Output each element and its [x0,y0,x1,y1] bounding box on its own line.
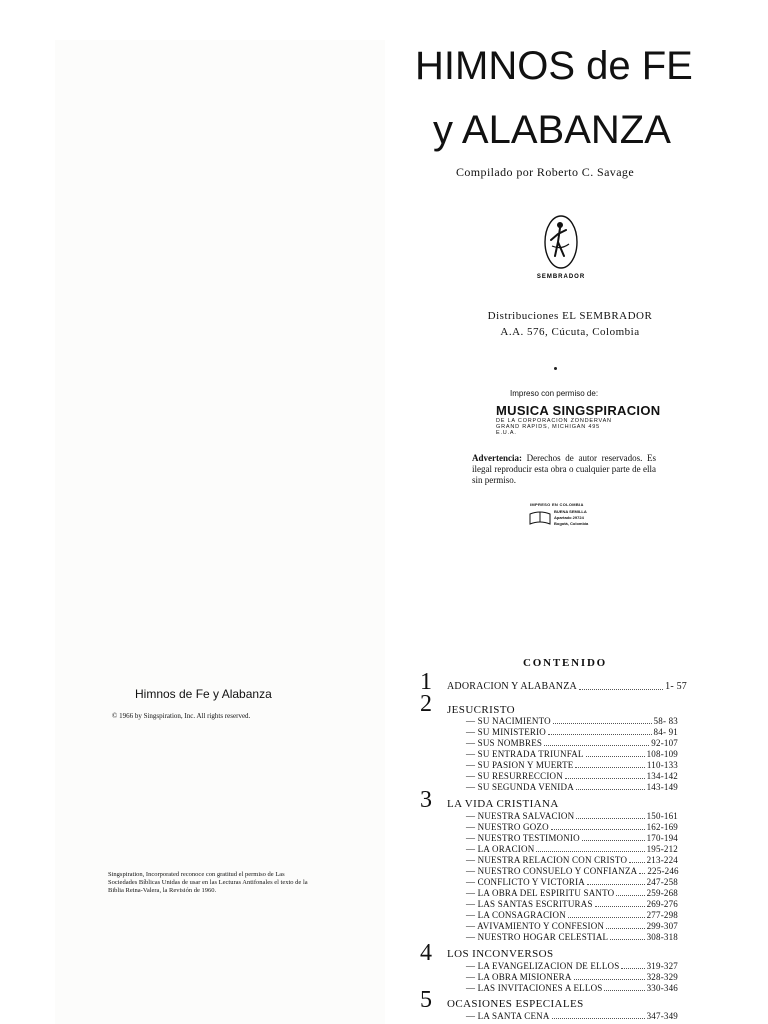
page-range: 170-194 [646,833,678,843]
publisher-address-2: GRAND RAPIDS, MICHIGAN 495 [496,424,600,430]
section-title: OCASIONES ESPECIALES [447,998,584,1010]
leader-dots [586,756,645,757]
page-range: 269-276 [646,899,678,909]
entry-label: — LA OBRA MISIONERA [466,972,572,982]
toc-entry [466,910,678,920]
toc-entry [466,727,678,737]
entry-label: — NUESTRO TESTIMONIO [466,833,580,843]
copyright-warning [472,453,656,486]
leader-dots [621,968,644,969]
entry-label: — NUESTRO CONSUELO Y CONFIANZA [466,866,638,876]
page-range: 247-258 [646,877,678,887]
entry-label: — SU MINISTERIO [466,727,547,737]
entry-label: — LA ORACION [466,844,535,854]
copyright-notice: © 1966 by Singspiration, Inc. All rights reserved. [112,712,251,720]
warning-text: Derechos de autor reservados. Es ilegal reproducir esta obra o cualquier parte de ella sin permiso. [472,453,656,485]
section-title: ADORACION Y ALABANZA [447,681,577,692]
entry-label: — LA SANTA CENA [466,1011,550,1021]
printer-logo-icon [528,510,552,526]
leader-dots [595,906,645,907]
toc-entry [447,682,687,692]
toc-entry [466,811,678,821]
toc-entry [466,749,678,759]
leader-dots [606,928,644,929]
entry-label: — SU ENTRADA TRIUNFAL [466,749,584,759]
publisher-name: MUSICA SINGSPIRACION [496,403,661,418]
entry-label: — LA CONSAGRACION [466,910,566,920]
entry-label: — LA EVANGELIZACION DE ELLOS [466,961,620,971]
printer-po-box: Apartado 29724 [554,515,584,520]
entry-label: — NUESTRA RELACION CON CRISTO [466,855,628,865]
toc-entry [466,877,678,887]
page-range: 319-327 [646,961,678,971]
section-title: LA VIDA CRISTIANA [447,798,559,810]
leader-dots [575,767,644,768]
page-range: 92-107 [651,738,678,748]
toc-entry [466,771,678,781]
decorative-dot [554,367,557,370]
toc-entry [466,833,678,843]
left-page-title: Himnos de Fe y Alabanza [135,687,272,701]
leader-dots [568,917,645,918]
page-range: 299-307 [646,921,678,931]
leader-dots [576,818,644,819]
page-range: 330-346 [646,983,678,993]
page-range: 134-142 [646,771,678,781]
printed-in: IMPRESO EN COLOMBIA [530,502,584,507]
warning-label: Advertencia: [472,453,522,463]
entry-label: — CONFLICTO Y VICTORIA [466,877,585,887]
leader-dots [579,689,663,690]
entry-label: — AVIVAMIENTO Y CONFESION [466,921,605,931]
entry-label: — SU RESURRECCION [466,771,563,781]
leader-dots [604,990,644,991]
toc-entry [466,716,678,726]
section-number: 5 [420,987,432,1013]
leader-dots [639,873,645,874]
leader-dots [582,840,645,841]
toc-entry [466,983,678,993]
toc-entry [466,961,678,971]
distributor-address: A.A. 576, Cúcuta, Colombia [500,326,640,338]
page-range: 162-169 [646,822,678,832]
compiled-by: Compilado por Roberto C. Savage [456,165,635,179]
entry-label: — SU NACIMIENTO [466,716,551,726]
acknowledgement-note: Singspiration, Incorporated reconoce con gratitud el permiso de Las Sociedades Bíblicas Unidas de usar en las Lecturas Antifonales el texto de la Biblia Reina-Valera, la Revisión de 1960. [108,871,308,894]
page-range: 143-149 [646,782,678,792]
page-range: 150-161 [646,811,678,821]
page-range: 308-318 [646,932,678,942]
toc-entry [466,972,678,982]
permission-line: Impreso con permiso de: [510,389,599,398]
section-title: JESUCRISTO [447,704,515,716]
toc-entry [466,899,678,909]
toc-entry [466,738,678,748]
toc-entry [466,888,678,898]
entry-label: — LAS INVITACIONES A ELLOS [466,983,603,993]
printer-city: Bogotá, Colombia [554,521,589,526]
page-range: 84- 91 [653,727,678,737]
leader-dots [553,723,652,724]
leader-dots [629,862,644,863]
entry-label: — NUESTRO GOZO [466,822,549,832]
leader-dots [551,829,645,830]
toc-entry [466,932,678,942]
page-range: 277-298 [646,910,678,920]
entry-label: — SUS NOMBRES [466,738,543,748]
page-range: 1- 57 [665,681,687,692]
leader-dots [587,884,645,885]
section-title: LOS INCONVERSOS [447,948,554,960]
toc-entry [466,1011,678,1021]
page-range: 213-224 [646,855,678,865]
leader-dots [574,979,645,980]
leader-dots [576,789,645,790]
toc-entry [466,782,678,792]
entry-label: — SU SEGUNDA VENIDA [466,782,574,792]
section-number: 1 [420,669,432,695]
leader-dots [610,939,644,940]
toc-entry [466,822,678,832]
leader-dots [552,1018,645,1019]
sembrador-logo [533,212,589,288]
leader-dots [565,778,645,779]
page-range: 328-329 [646,972,678,982]
entry-label: — LA OBRA DEL ESPIRITU SANTO [466,888,615,898]
section-number: 2 [420,691,432,717]
page-range: 108-109 [646,749,678,759]
contents-heading: CONTENIDO [523,657,608,669]
entry-label: — SU PASION Y MUERTE [466,760,574,770]
page-range: 58- 83 [653,716,678,726]
book-title-line2: y ALABANZA [433,108,671,152]
leader-dots [536,851,644,852]
entry-label: — NUESTRO HOGAR CELESTIAL [466,932,609,942]
toc-entry [466,866,678,876]
printer-name: BUENA SEMILLA [554,509,587,514]
toc-entry [466,760,678,770]
entry-label: — NUESTRA SALVACION [466,811,575,821]
publisher-address-3: E.U.A. [496,430,517,436]
toc-entry [466,855,678,865]
book-title-line1: HIMNOS de FE [415,44,693,88]
toc-entry [466,844,678,854]
page-range: 195-212 [646,844,678,854]
logo-text: SEMBRADOR [536,274,586,280]
page-range: 259-268 [646,888,678,898]
leader-dots [544,745,649,746]
page-range: 110-133 [646,760,678,770]
section-number: 3 [420,787,432,813]
entry-label: — LAS SANTAS ESCRITURAS [466,899,593,909]
toc-entry [466,921,678,931]
distributor-name: Distribuciones EL SEMBRADOR [487,310,653,322]
page-range: 347-349 [646,1011,678,1021]
leader-dots [548,734,652,735]
section-number: 4 [420,940,432,966]
page-range: 225-246 [647,866,679,876]
leader-dots [616,895,644,896]
publisher-address-1: DE LA CORPORACION ZONDERVAN [496,418,612,424]
